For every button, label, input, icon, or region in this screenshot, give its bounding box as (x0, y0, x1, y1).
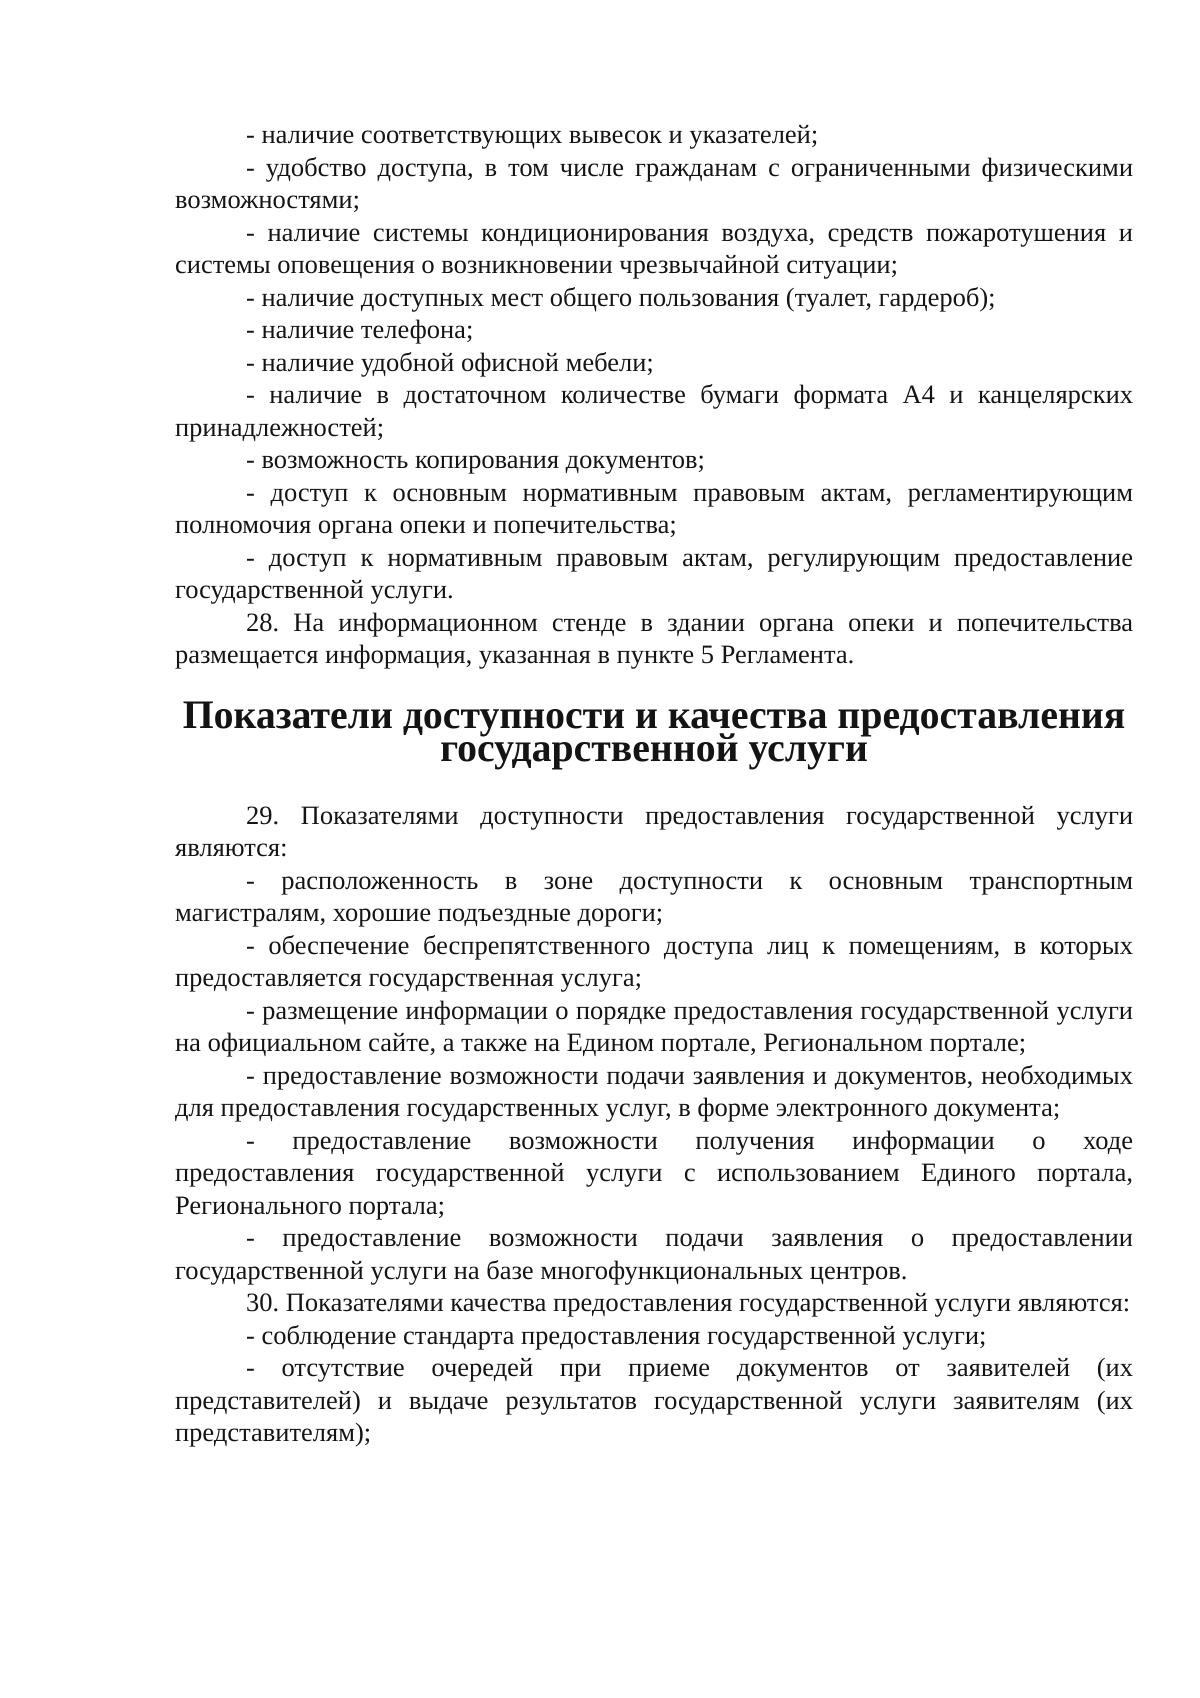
list-item: - доступ к основным нормативным правовым актам, регламентирующим полномочия органа опеки и попечительства; (175, 476, 1133, 539)
list-item: - наличие соответствующих вывесок и указателей; (246, 119, 819, 149)
numbered-paragraph: 28. На информационном стенде в здании органа опеки и попечительства размещается информация, указанная в пункте 5 Регламента. (175, 606, 1133, 669)
list-item: - наличие системы кондиционирования воздуха, средств пожаротушения и системы оповещения о возникновении чрезвычайной ситуации; (175, 216, 1133, 279)
list-item: - доступ к нормативным правовым актам, регулирующим предоставление государственной услуги. (175, 541, 1133, 604)
section-heading-line: государственной услуги (440, 725, 868, 770)
numbered-paragraph: 30. Показателями качества предоставления государственной услуги являются: (246, 1287, 1131, 1317)
list-item: - наличие телефона; (246, 314, 474, 344)
list-item: - размещение информации о порядке предоставления государственной услуги на официальном сайте, а также на Едином портале, Региональном портале; (175, 994, 1133, 1057)
list-item: - соблюдение стандарта предоставления государственной услуги; (246, 1319, 987, 1350)
list-item: - отсутствие очередей при приеме документов от заявителей (их представителей) и выдаче результатов государственной услуги заявителям (их представителям); (175, 1352, 1133, 1447)
list-item: - предоставление возможности получения информации о ходе предоставления государственной услуги с использованием Единого портала, Регионального портала; (175, 1124, 1133, 1220)
list-item: - наличие в достаточном количестве бумаги формата А4 и канцелярских принадлежностей; (175, 379, 1133, 442)
list-item: - обеспечение беспрепятственного доступа лиц к помещениям, в которых предоставляется государственная услуга; (175, 929, 1133, 992)
list-item: - удобство доступа, в том числе гражданам с ограниченными физическими возможностями; (175, 151, 1133, 214)
list-item: - наличие доступных мест общего пользования (туалет, гардероб); (246, 281, 996, 312)
list-item: - предоставление возможности подачи заявления о предоставлении государственной услуги на базе многофункциональных центров. (175, 1222, 1133, 1285)
list-item: - наличие удобной офисной мебели; (246, 346, 654, 377)
list-item: - возможность копирования документов; (246, 444, 705, 474)
numbered-paragraph: 29. Показателями доступности предоставления государственной услуги являются: (175, 799, 1133, 862)
section-heading (175, 671, 1133, 799)
document-body (175, 118, 1133, 1449)
section-heading-line: Показатели доступности и качества предоставления (182, 692, 1126, 737)
list-item: - предоставление возможности подачи заявления и документов, необходимых для предоставления государственных услуг, в форме электронного документа; (175, 1059, 1133, 1122)
list-item: - расположенность в зоне доступности к основным транспортным магистралям, хорошие подъездные дороги; (175, 864, 1133, 927)
